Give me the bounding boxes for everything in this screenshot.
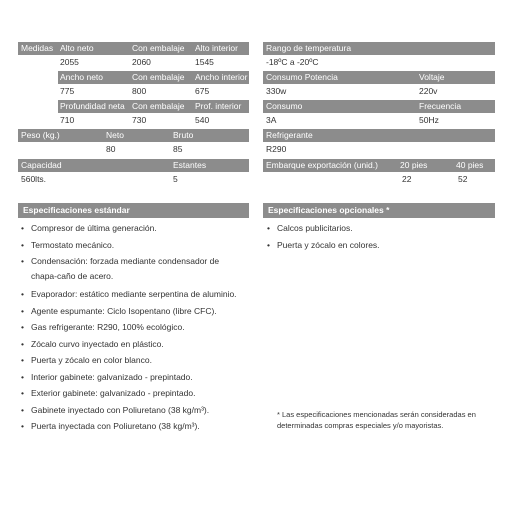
right-table-row4-header bbox=[263, 129, 495, 142]
consumo-potencia-label: Consumo Potencia bbox=[266, 72, 338, 82]
prof-interior-label: Prof. interior bbox=[195, 101, 242, 111]
frecuencia-label: Frecuencia bbox=[419, 101, 462, 111]
right-table-row2-header bbox=[263, 71, 495, 84]
left-table-row4-values bbox=[18, 143, 249, 156]
bullet-icon: • bbox=[21, 289, 24, 299]
right-table-row3-header bbox=[263, 100, 495, 113]
peso-label: Peso (kg.) bbox=[21, 130, 60, 140]
consumo-value: 3A bbox=[266, 115, 277, 125]
rango-temperatura-label: Rango de temperatura bbox=[266, 43, 352, 53]
bullet-icon: • bbox=[21, 322, 24, 332]
list-item-text: Agente espumante: Ciclo Isopentano (libre CFC). bbox=[31, 305, 217, 316]
ancho-embalaje-label: Con embalaje bbox=[132, 72, 185, 82]
optional-specs-note: * Las especificaciones mencionadas serán consideradas en determinadas compras especiales y/o mayoristas. bbox=[277, 410, 476, 430]
bullet-icon: • bbox=[21, 355, 24, 365]
list-item-text: Calcos publicitarios. bbox=[277, 223, 353, 233]
estantes-label: Estantes bbox=[173, 160, 207, 170]
neto-label: Neto bbox=[106, 130, 124, 140]
list-item-text: Evaporador: estático mediante serpentina de aluminio. bbox=[31, 289, 237, 299]
list-item bbox=[20, 254, 236, 287]
voltaje-label: Voltaje bbox=[419, 72, 445, 82]
40-pies-value: 52 bbox=[458, 174, 468, 184]
alto-neto-label: Alto neto bbox=[60, 43, 94, 53]
list-item bbox=[266, 221, 495, 238]
optional-specs-title: Especificaciones opcionales * bbox=[263, 203, 495, 218]
optional-specs-list bbox=[266, 221, 495, 254]
capacidad-value: 560lts. bbox=[21, 174, 47, 184]
alto-embalaje-value: 2060 bbox=[132, 57, 151, 67]
list-item-text: Interior gabinete: galvanizado - prepintado. bbox=[31, 371, 193, 382]
list-item bbox=[20, 238, 250, 255]
list-item bbox=[20, 221, 250, 238]
alto-embalaje-label: Con embalaje bbox=[132, 43, 185, 53]
20-pies-value: 22 bbox=[402, 174, 412, 184]
bullet-icon: • bbox=[21, 223, 24, 233]
bullet-icon: • bbox=[21, 239, 24, 250]
ancho-interior-label: Ancho interior bbox=[195, 72, 248, 82]
ancho-neto-label: Ancho neto bbox=[60, 72, 104, 82]
list-item bbox=[266, 238, 495, 255]
list-item-text: Termostato mecánico. bbox=[31, 239, 115, 250]
peso-bruto-value: 85 bbox=[173, 144, 183, 154]
profundidad-neta-value: 710 bbox=[60, 115, 75, 125]
profundidad-embalaje-label: Con embalaje bbox=[132, 101, 185, 111]
bullet-icon: • bbox=[267, 239, 270, 250]
bullet-icon: • bbox=[21, 371, 24, 382]
profundidad-embalaje-value: 730 bbox=[132, 115, 147, 125]
list-item-text: Puerta y zócalo en color blanco. bbox=[31, 355, 152, 365]
consumo-potencia-value: 330w bbox=[266, 86, 287, 96]
embarque-label: Embarque exportación (unid.) bbox=[266, 160, 378, 170]
bullet-icon: • bbox=[21, 338, 24, 349]
alto-interior-label: Alto interior bbox=[195, 43, 238, 53]
bullet-icon: • bbox=[267, 223, 270, 233]
peso-neto-value: 80 bbox=[106, 144, 116, 154]
prof-interior-value: 540 bbox=[195, 115, 210, 125]
right-table-row1-values bbox=[263, 56, 495, 69]
left-table-row3-values bbox=[18, 114, 249, 127]
left-table-row2-header bbox=[58, 71, 249, 84]
list-item-text: Puerta y zócalo en colores. bbox=[277, 239, 380, 250]
bullet-icon: • bbox=[21, 421, 24, 431]
right-table-row4-values bbox=[263, 143, 495, 156]
list-item bbox=[20, 320, 250, 337]
ancho-neto-value: 775 bbox=[60, 86, 75, 96]
standard-specs-title: Especificaciones estándar bbox=[18, 203, 249, 218]
bullet-icon: • bbox=[21, 305, 24, 316]
20-pies-label: 20 pies bbox=[400, 160, 428, 170]
left-table-row5-header bbox=[18, 159, 249, 172]
bullet-icon: • bbox=[21, 256, 24, 266]
frecuencia-value: 50Hz bbox=[419, 115, 439, 125]
list-item bbox=[20, 287, 250, 304]
left-table-row4-header bbox=[18, 129, 249, 142]
capacidad-label: Capacidad bbox=[21, 160, 62, 170]
list-item-text: Gabinete inyectado con Poliuretano (38 kg/m³). bbox=[31, 404, 210, 415]
left-table-row3-header bbox=[58, 100, 249, 113]
list-item-text: Compresor de última generación. bbox=[31, 223, 157, 233]
refrigerante-label: Refrigerante bbox=[266, 130, 313, 140]
list-item bbox=[20, 386, 250, 403]
right-table-row5-header bbox=[263, 159, 495, 172]
medidas-label: Medidas bbox=[21, 43, 54, 53]
consumo-label: Consumo bbox=[266, 101, 303, 111]
alto-neto-value: 2055 bbox=[60, 57, 79, 67]
profundidad-neta-label: Profundidad neta bbox=[60, 101, 125, 111]
list-item bbox=[20, 370, 250, 387]
ancho-interior-value: 675 bbox=[195, 86, 210, 96]
voltaje-value: 220v bbox=[419, 86, 438, 96]
left-table-row5-values bbox=[18, 173, 249, 186]
bullet-icon: • bbox=[21, 388, 24, 398]
bullet-icon: • bbox=[21, 404, 24, 415]
list-item-text: Gas refrigerante: R290, 100% ecológico. bbox=[31, 322, 185, 332]
list-item bbox=[20, 337, 250, 354]
estantes-value: 5 bbox=[173, 174, 178, 184]
right-table-row1-header bbox=[263, 42, 495, 55]
alto-interior-value: 1545 bbox=[195, 57, 214, 67]
list-item-text: Condensación: forzada mediante condensador de chapa-caño de acero. bbox=[31, 256, 220, 281]
standard-specs-list bbox=[20, 221, 250, 436]
list-item bbox=[20, 304, 250, 321]
left-table-row1-values bbox=[18, 56, 249, 69]
40-pies-label: 40 pies bbox=[456, 160, 484, 170]
list-item bbox=[20, 419, 250, 436]
list-item bbox=[20, 403, 250, 420]
right-table-row5-values bbox=[263, 173, 495, 186]
rango-temperatura-value: -18ºC a -20ºC bbox=[266, 57, 319, 67]
left-table-row1-header bbox=[18, 42, 249, 55]
bruto-label: Bruto bbox=[173, 130, 194, 140]
list-item bbox=[20, 353, 250, 370]
right-table-row3-values bbox=[263, 114, 495, 127]
list-item-text: Zócalo curvo inyectado en plástico. bbox=[31, 338, 164, 349]
ancho-embalaje-value: 800 bbox=[132, 86, 147, 96]
list-item-text: Puerta inyectada con Poliuretano (38 kg/m³). bbox=[31, 421, 200, 431]
refrigerante-value: R290 bbox=[266, 144, 287, 154]
list-item-text: Exterior gabinete: galvanizado - prepintado. bbox=[31, 388, 196, 398]
right-table-row2-values bbox=[263, 85, 495, 98]
left-table-row2-values bbox=[18, 85, 249, 98]
